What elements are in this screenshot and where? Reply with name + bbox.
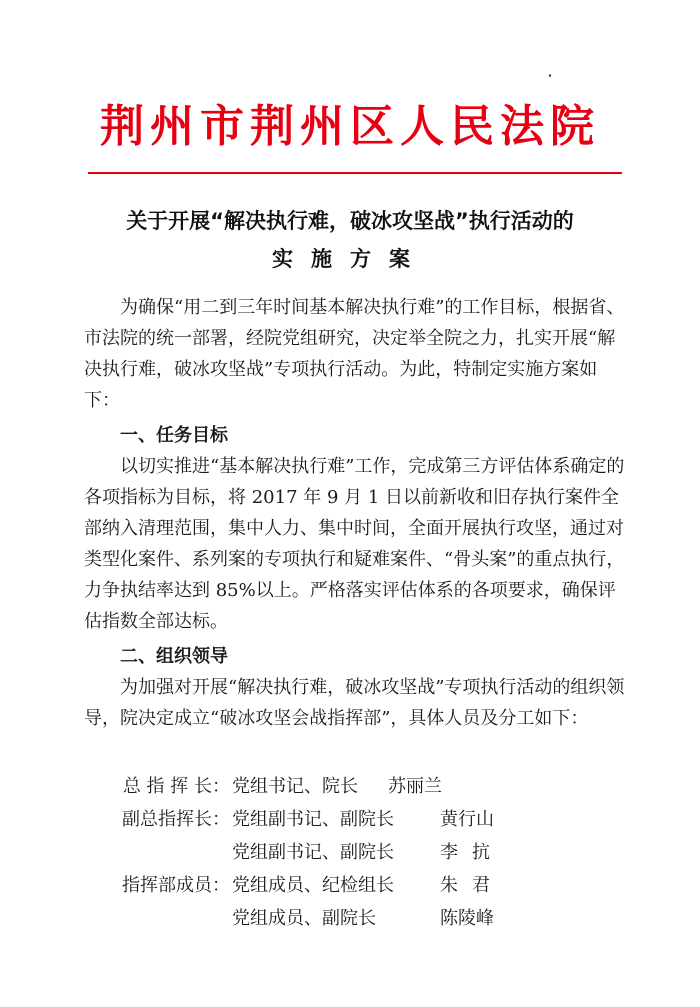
section-text-leadership: 为加强对开展“解决执行难，破冰攻坚战”专项执行活动的组织领导，院决定成立“破冰攻坚会战指挥部”，具体人员及分工如下：: [84, 677, 625, 729]
staff-row: [0, 772, 700, 800]
section-heading-leadership: 二、组织领导: [120, 646, 228, 667]
staff-position: 党组成员、纪检组长: [232, 875, 394, 896]
section-heading-goals: 一、任务目标: [120, 425, 228, 446]
court-header: 荆州市荆州区人民法院: [100, 101, 600, 152]
staff-name: 朱君: [440, 875, 504, 896]
document-title-line1: 关于开展“解决执行难，破冰攻坚战”执行活动的: [126, 209, 574, 233]
staff-row: [0, 838, 700, 866]
staff-position: 党组副书记、副院长: [232, 842, 394, 863]
document-body: [84, 292, 632, 734]
staff-name: 李抗: [440, 842, 504, 863]
staff-position: 党组成员、副院长: [232, 908, 376, 929]
document-title-line2: 实施方案: [272, 247, 428, 271]
section-text-goals: 以切实推进“基本解决执行难”工作，完成第三方评估体系确定的各项指标为目标，将 2017 年 9 月 1 日以前新收和旧存执行案件全部纳入清理范围，集中人力、集中时间，全面开展执行攻坚，通过对类型化案件、系列案的专项执行和疑难案件、“骨头案”的重点执行，力争执结率达到 85%以上。严格落实评估体系的各项要求，确保评估指数全部达标。: [84, 456, 625, 632]
staff-row: [0, 805, 700, 833]
staff-position: 党组副书记、副院长: [232, 809, 394, 830]
staff-role: 指挥部成员：: [122, 875, 230, 896]
staff-position: 党组书记、院长: [232, 776, 358, 797]
intro-paragraph: 为确保“用二到三年时间基本解决执行难”的工作目标，根据省、市法院的统一部署，经院党组研究，决定举全院之力，扎实开展“解决执行难，破冰攻坚战”专项执行活动。为此，特制定实施方案如下：: [84, 297, 625, 411]
staff-role: 总 指 挥 长：: [122, 776, 230, 797]
staff-row: [0, 904, 700, 932]
red-divider-line: [88, 172, 622, 174]
staff-name: 苏丽兰: [388, 776, 442, 797]
staff-row: [0, 871, 700, 899]
staff-name: 陈陵峰: [440, 908, 494, 929]
scan-speck: [549, 74, 551, 77]
staff-name: 黄行山: [440, 809, 494, 830]
staff-role: 副总指挥长：: [122, 809, 230, 830]
